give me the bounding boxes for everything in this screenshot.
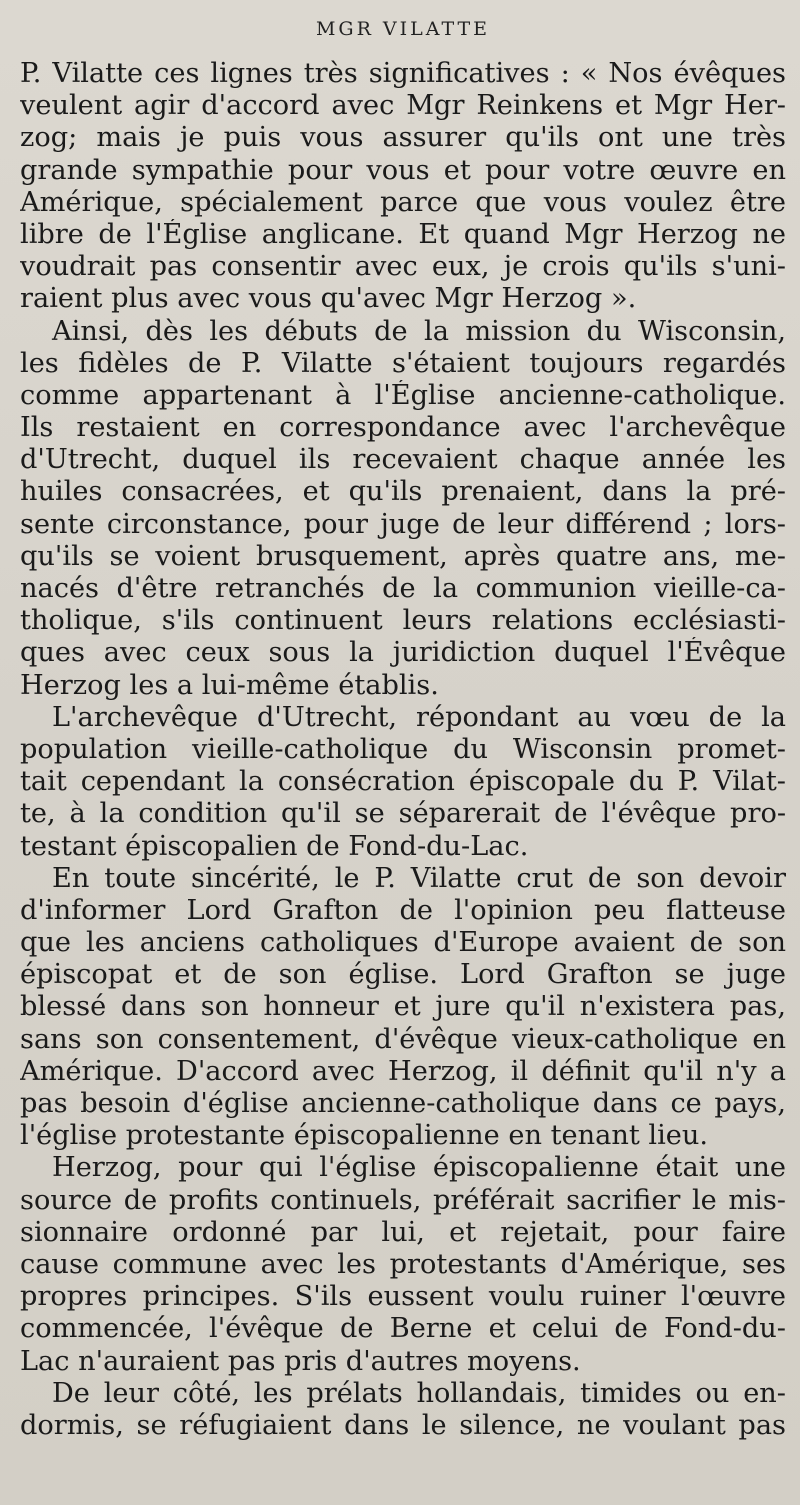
text-line: qu'ils se voient brusquement, après quatre ans, me- <box>20 540 786 572</box>
text-line: pas besoin d'église ancienne-catholique dans ce pays, <box>20 1088 786 1119</box>
text-line: comme appartenant à l'Église ancienne-catholique. <box>20 379 786 411</box>
text-line: Lac n'auraient pas pris d'autres moyens. <box>20 1345 581 1377</box>
text-line: sente circonstance, pour juge de leur différend ; lors- <box>20 508 786 540</box>
text-line: sans son consentement, d'évêque vieux-catholique en <box>20 1023 786 1055</box>
text-line: commencée, l'évêque de Berne et celui de Fond-du- <box>20 1313 786 1345</box>
text-line: l'église protestante épiscopalienne en tenant lieu. <box>20 1120 709 1152</box>
text-line: veulent agir d'accord avec Mgr Reinkens et Mgr Her- <box>20 90 786 122</box>
text-line: En toute sincérité, le P. Vilatte crut de son devoir <box>52 862 786 894</box>
text-line: sionnaire ordonné par lui, et rejetait, pour faire <box>20 1216 786 1248</box>
text-line: voudrait pas consentir avec eux, je crois qu'ils s'uni- <box>20 251 786 283</box>
body-text <box>20 58 786 1442</box>
text-line: grande sympathie pour vous et pour votre œuvre en <box>20 154 786 186</box>
text-line: cause commune avec les protestants d'Amérique, ses <box>20 1248 786 1280</box>
text-line: nacés d'être retranchés de la communion vieille-ca- <box>20 573 786 604</box>
text-line: te, à la condition qu'il se séparerait de l'évêque pro- <box>20 798 786 830</box>
text-line: Herzog les a lui-même établis. <box>20 669 439 701</box>
text-line: population vieille-catholique du Wisconsin promet- <box>20 733 786 765</box>
text-line: huiles consacrées, et qu'ils prenaient, dans la pré- <box>20 476 786 508</box>
text-line: épiscopat et de son église. Lord Grafton se juge <box>20 959 786 991</box>
text-line: que les anciens catholiques d'Europe avaient de son <box>20 927 786 959</box>
text-line: d'Utrecht, duquel ils recevaient chaque année les <box>20 444 786 476</box>
text-line: Ils restaient en correspondance avec l'archevêque <box>20 412 786 444</box>
text-line: Herzog, pour qui l'église épiscopalienne était une <box>52 1152 786 1184</box>
text-line: ques avec ceux sous la juridiction duquel l'Évêque <box>20 637 786 669</box>
text-line: tholique, s'ils continuent leurs relations ecclésiasti- <box>20 605 786 637</box>
text-line: blessé dans son honneur et jure qu'il n'existera pas, <box>20 991 786 1023</box>
text-line: Ainsi, dès les débuts de la mission du Wisconsin, <box>52 315 786 347</box>
text-line: d'informer Lord Grafton de l'opinion peu flatteuse <box>20 894 786 926</box>
text-line: Amérique, spécialement parce que vous voulez être <box>20 186 786 218</box>
text-line: les fidèles de P. Vilatte s'étaient toujours regardés <box>20 347 786 379</box>
text-line: dormis, se réfugiaient dans le silence, ne voulant pas <box>20 1409 786 1441</box>
text-line: L'archevêque d'Utrecht, répondant au vœu de la <box>52 701 786 733</box>
text-line: propres principes. S'ils eussent voulu ruiner l'œuvre <box>20 1281 786 1313</box>
text-line: Amérique. D'accord avec Herzog, il définit qu'il n'y a <box>20 1055 786 1087</box>
text-line: De leur côté, les prélats hollandais, timides ou en- <box>52 1377 786 1409</box>
running-head: MGR VILATTE <box>315 18 491 40</box>
text-line: zog; mais je puis vous assurer qu'ils ont une très <box>20 122 786 154</box>
text-line: raient plus avec vous qu'avec Mgr Herzog ». <box>20 283 637 315</box>
text-line: source de profits continuels, préférait sacrifier le mis- <box>20 1184 786 1216</box>
text-line: P. Vilatte ces lignes très significatives : « Nos évêques <box>20 58 786 89</box>
text-line: testant épiscopalien de Fond-du-Lac. <box>20 830 529 862</box>
text-line: libre de l'Église anglicane. Et quand Mgr Herzog ne <box>20 218 786 250</box>
text-line: tait cependant la consécration épiscopale du P. Vilat- <box>20 766 786 798</box>
